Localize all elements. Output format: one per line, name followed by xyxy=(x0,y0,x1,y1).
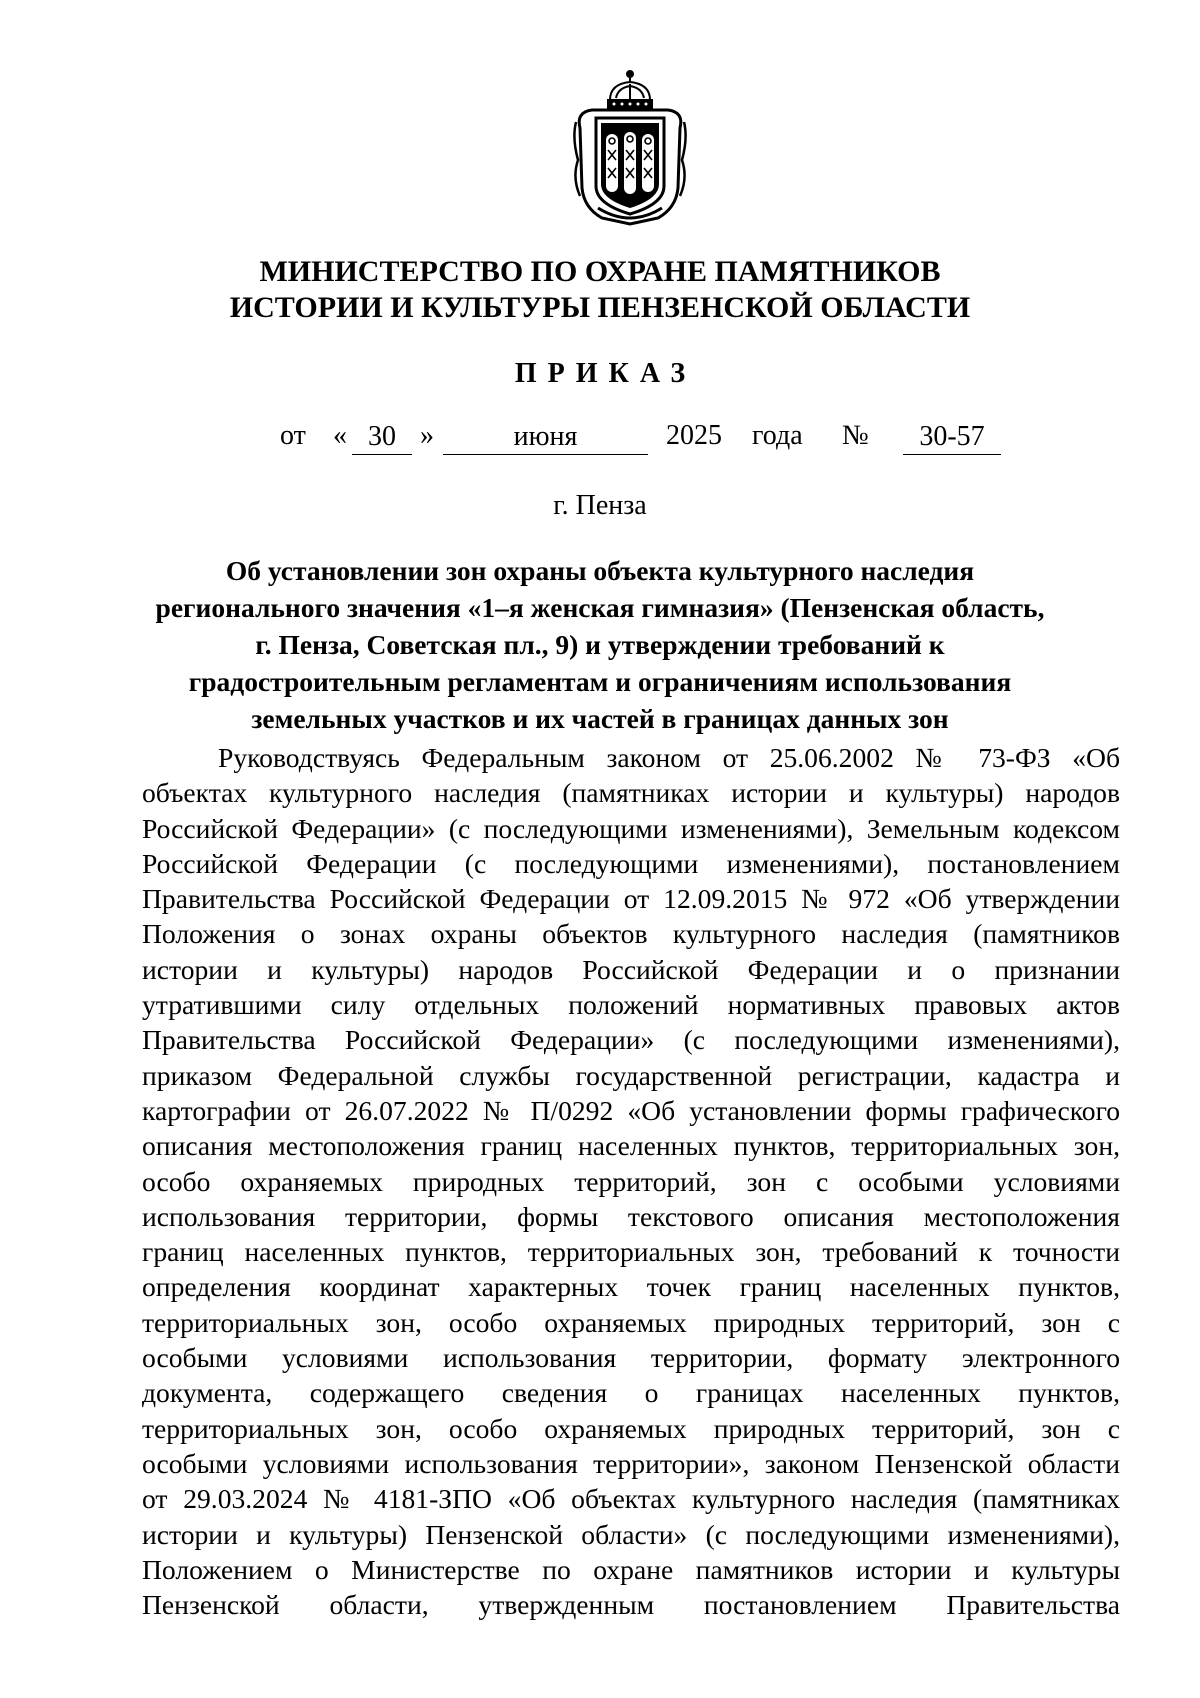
order-city: г. Пенза xyxy=(553,490,647,521)
body-line: определения координат характерных точек границ населенных пунктов, xyxy=(142,1271,1120,1303)
body-line: истории и культуры) Пензенской области» (с последующими изменениями), xyxy=(142,1518,1120,1550)
order-year: 2025 xyxy=(666,420,722,451)
body-line: объектах культурного наследия (памятниках истории и культуры) народов xyxy=(142,777,1120,809)
body-line: утратившими силу отдельных положений нормативных правовых актов xyxy=(142,989,1120,1021)
heading-line: г. Пенза, Советская пл., 9) и утверждении требований к xyxy=(255,629,945,660)
body-line: особыми условиями использования территории, формату электронного xyxy=(142,1342,1120,1374)
body-line: документа, содержащего сведения о границах населенных пунктов, xyxy=(142,1377,1120,1409)
order-month: июня xyxy=(443,420,648,455)
order-date-line xyxy=(0,420,1200,460)
body-line: особо охраняемых природных территорий, зон с особыми условиями xyxy=(142,1165,1120,1197)
heading-line: градостроительным регламентам и ограничениям использования xyxy=(188,666,1012,697)
body-line: картографии от 26.07.2022 № П/0292 «Об установлении формы графического xyxy=(142,1094,1120,1126)
order-heading xyxy=(0,552,1200,737)
body-line: Российской Федерации» (с последующими изменениями), Земельным кодексом xyxy=(142,812,1120,844)
ministry-name-line-2: ИСТОРИИ И КУЛЬТУРЫ ПЕНЗЕНСКОЙ ОБЛАСТИ xyxy=(229,291,971,324)
body-line: Правительства Российской Федерации» (с последующими изменениями), xyxy=(142,1024,1120,1056)
year-word: года xyxy=(752,420,803,451)
body-line: от 29.03.2024 № 4181-ЗПО «Об объектах культурного наследия (памятниках xyxy=(142,1483,1120,1515)
body-line: Положения о зонах охраны объектов культурного наследия (памятников xyxy=(142,918,1120,950)
order-title: ПРИКАЗ xyxy=(514,358,697,389)
body-line: территориальных зон, особо охраняемых природных территорий, зон с xyxy=(142,1412,1120,1444)
body-line: Правительства Российской Федерации от 12.09.2015 № 972 «Об утверждении xyxy=(142,883,1120,915)
body-line: истории и культуры) народов Российской Федерации и о признании xyxy=(142,953,1120,985)
body-line: Пензенской области, утвержденным постановлением Правительства xyxy=(142,1589,1120,1621)
body-line: использования территории, формы текстового описания местоположения xyxy=(142,1200,1120,1232)
order-day: 30 xyxy=(352,420,412,455)
ministry-name xyxy=(0,254,1200,326)
body-line: приказом Федеральной службы государственной регистрации, кадастра и xyxy=(142,1059,1120,1091)
body-paragraph xyxy=(142,740,1120,1622)
heading-line: регионального значения «1–я женская гимназия» (Пензенская область, xyxy=(155,592,1045,623)
heading-line: Об установлении зон охраны объекта культурного наследия xyxy=(225,555,975,586)
ministry-name-line-1: МИНИСТЕРСТВО ПО ОХРАНЕ ПАМЯТНИКОВ xyxy=(259,255,941,288)
body-line: территориальных зон, особо охраняемых природных территорий, зон с xyxy=(142,1306,1120,1338)
body-line: особыми условиями использования территории», законом Пензенской области xyxy=(142,1447,1120,1479)
body-line: описания местоположения границ населенных пунктов, территориальных зон, xyxy=(142,1130,1120,1162)
number-sign: № xyxy=(842,420,869,451)
open-quote: « xyxy=(333,420,347,451)
order-number: 30-57 xyxy=(903,420,1001,455)
close-quote: » xyxy=(420,420,434,451)
body-line: Руководствуясь Федеральным законом от 25.06.2002 № 73-ФЗ «Об xyxy=(218,742,1120,773)
from-label: от xyxy=(280,420,306,451)
body-line: Российской Федерации (с последующими изменениями), постановлением xyxy=(142,847,1120,879)
coat-of-arms-icon xyxy=(570,68,690,226)
heading-line: земельных участков и их частей в границах данных зон xyxy=(251,703,949,734)
body-line: Положением о Министерстве по охране памятников истории и культуры xyxy=(142,1553,1120,1585)
body-line: границ населенных пунктов, территориальных зон, требований к точности xyxy=(142,1236,1120,1268)
